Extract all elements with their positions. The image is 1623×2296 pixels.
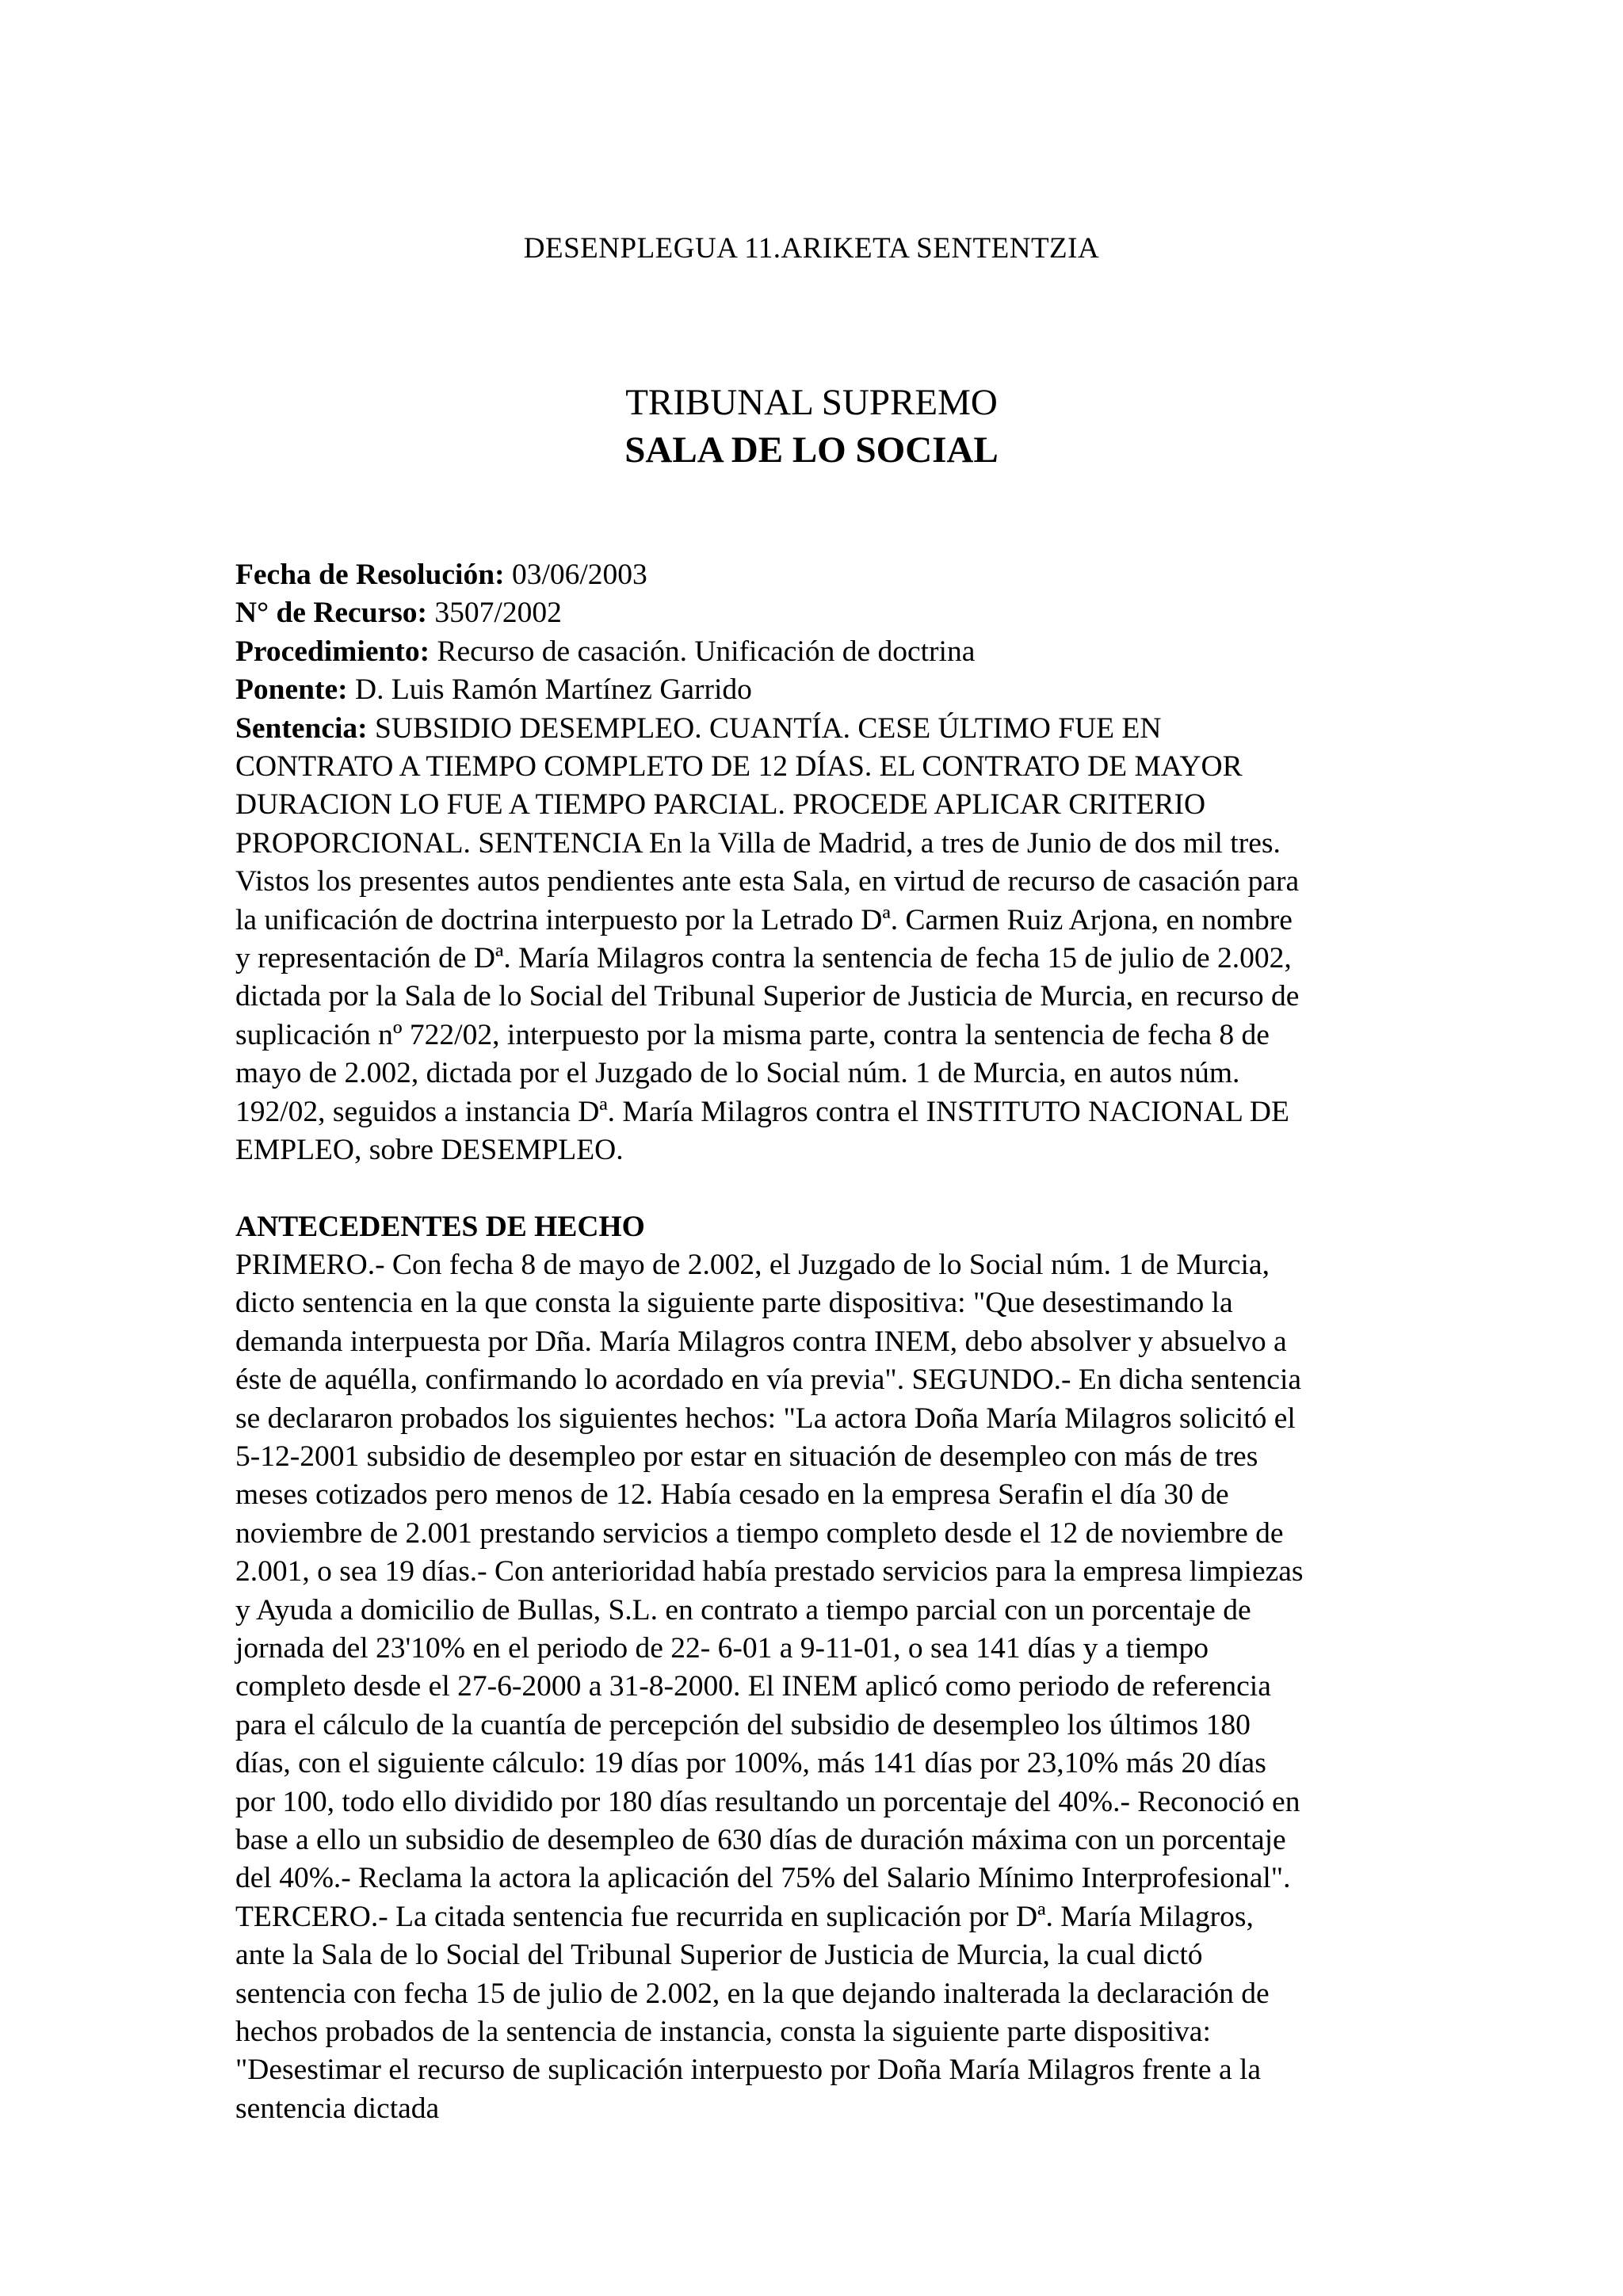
meta-sentencia — [235, 710, 1392, 748]
text-line: éste de aquélla, confirmando lo acordado en vía previa". SEGUNDO.- En dicha sentencia — [235, 1363, 1302, 1397]
text-line: hechos probados de la sentencia de instancia, consta la siguiente parte dispositiva: — [235, 2016, 1211, 2049]
text-line: mayo de 2.002, dictada por el Juzgado de lo Social núm. 1 de Murcia, en autos núm. — [235, 1057, 1240, 1090]
text-line: del 40%.- Reclama la actora la aplicación del 75% del Salario Mínimo Interprofesional". — [235, 1862, 1291, 1895]
meta-fecha — [235, 556, 1392, 594]
text-line: Vistos los presentes autos pendientes ante esta Sala, en virtud de recurso de casación para — [235, 865, 1300, 898]
text-line: y Ayuda a domicilio de Bullas, S.L. en contrato a tiempo parcial con un porcentaje de — [235, 1593, 1251, 1627]
text-line: para el cálculo de la cuantía de percepción del subsidio de desempleo los últimos 180 — [235, 1708, 1251, 1741]
text-line: 5-12-2001 subsidio de desempleo por estar en situación de desempleo con más de tres — [235, 1440, 1258, 1473]
sentencia-label: Sentencia: — [235, 711, 368, 745]
text-line: se declararon probados los siguientes hechos: "La actora Doña María Milagros solicitó el — [235, 1402, 1296, 1435]
procedimiento-value: Recurso de casación. Unificación de doctrina — [437, 635, 976, 668]
fecha-label: Fecha de Resolución: — [235, 559, 505, 591]
text-line: DURACION LO FUE A TIEMPO PARCIAL. PROCEDE APLICAR CRITERIO — [235, 788, 1206, 822]
court-name: TRIBUNAL SUPREMO — [625, 382, 998, 423]
text-line: completo desde el 27-6-2000 a 31-8-2000. El INEM aplicó como periodo de referencia — [235, 1670, 1271, 1703]
text-line: sentencia con fecha 15 de julio de 2.002, en la que dejando inalterada la declaración de — [235, 1977, 1270, 2010]
ponente-label: Ponente: — [235, 673, 348, 707]
text-line: y representación de Dª. María Milagros contra la sentencia de fecha 15 de julio de 2.002, — [235, 942, 1292, 975]
meta-procedimiento — [235, 633, 1392, 671]
text-line: sentencia dictada — [235, 2092, 440, 2125]
text-line: 2.001, o sea 19 días.- Con anterioridad había prestado servicios para la empresa limpiezas — [235, 1555, 1304, 1589]
text-line: suplicación nº 722/02, interpuesto por la misma parte, contra la sentencia de fecha 8 de — [235, 1018, 1270, 1051]
text-line: jornada del 23'10% en el periodo de 22- 6-01 a 9-11-01, o sea 141 días y a tiempo — [235, 1631, 1209, 1665]
text-line: por 100, todo ello dividido por 180 días resultando un porcentaje del 40%.- Reconoció en — [235, 1785, 1300, 1818]
text-line: la unificación de doctrina interpuesto por la Letrado Dª. Carmen Ruiz Arjona, en nombre — [235, 903, 1293, 936]
text-line: CONTRATO A TIEMPO COMPLETO DE 12 DÍAS. EL CONTRATO DE MAYOR — [235, 750, 1243, 784]
text-line: dicto sentencia en la que consta la siguiente parte dispositiva: "Que desestimando la — [235, 1287, 1233, 1320]
recurso-value: 3507/2002 — [434, 597, 562, 630]
text-line: "Desestimar el recurso de suplicación interpuesto por Doña María Milagros frente a la — [235, 2054, 1262, 2087]
procedimiento-label: Procedimiento: — [235, 635, 430, 668]
text-line: días, con el siguiente cálculo: 19 días por 100%, más 141 días por 23,10% más 20 días — [235, 1747, 1266, 1780]
chamber-name: SALA DE LO SOCIAL — [624, 429, 999, 471]
fecha-value: 03/06/2003 — [511, 559, 647, 591]
sentencia-value: SUBSIDIO DESEMPLEO. CUANTÍA. CESE ÚLTIMO FUE EN — [375, 711, 1162, 745]
text-line: PROPORCIONAL. SENTENCIA En la Villa de Madrid, a tres de Junio de dos mil tres. — [235, 826, 1281, 860]
document-header: DESENPLEGUA 11.ARIKETA SENTENTZIA — [523, 232, 1100, 265]
recurso-label: N° de Recurso: — [235, 597, 428, 630]
document-body — [235, 556, 1392, 2128]
ponente-value: D. Luis Ramón Martínez Garrido — [355, 673, 752, 707]
meta-recurso — [235, 594, 1392, 632]
text-line: TERCERO.- La citada sentencia fue recurrida en suplicación por Dª. María Milagros, — [235, 1900, 1254, 1933]
antecedentes-heading: ANTECEDENTES DE HECHO — [235, 1210, 645, 1243]
meta-ponente — [235, 671, 1392, 709]
text-line: meses cotizados pero menos de 12. Había cesado en la empresa Serafin el día 30 de — [235, 1478, 1229, 1512]
text-line: 192/02, seguidos a instancia Dª. María Milagros contra el INSTITUTO NACIONAL DE — [235, 1095, 1289, 1128]
text-line: ante la Sala de lo Social del Tribunal Superior de Justicia de Murcia, la cual dictó — [235, 1939, 1203, 1972]
court-heading — [0, 379, 1623, 474]
text-line: demanda interpuesta por Dña. María Milagros contra INEM, debo absolver y absuelvo a — [235, 1325, 1287, 1358]
text-line: dictada por la Sala de lo Social del Tribunal Superior de Justicia de Murcia, en recurso de — [235, 980, 1300, 1013]
text-line: base a ello un subsidio de desempleo de 630 días de duración máxima con un porcentaje — [235, 1824, 1286, 1856]
text-line: noviembre de 2.001 prestando servicios a tiempo completo desde el 12 de noviembre de — [235, 1516, 1284, 1550]
text-line: EMPLEO, sobre DESEMPLEO. — [235, 1134, 624, 1167]
text-line: PRIMERO.- Con fecha 8 de mayo de 2.002, el Juzgado de lo Social núm. 1 de Murcia, — [235, 1248, 1270, 1281]
